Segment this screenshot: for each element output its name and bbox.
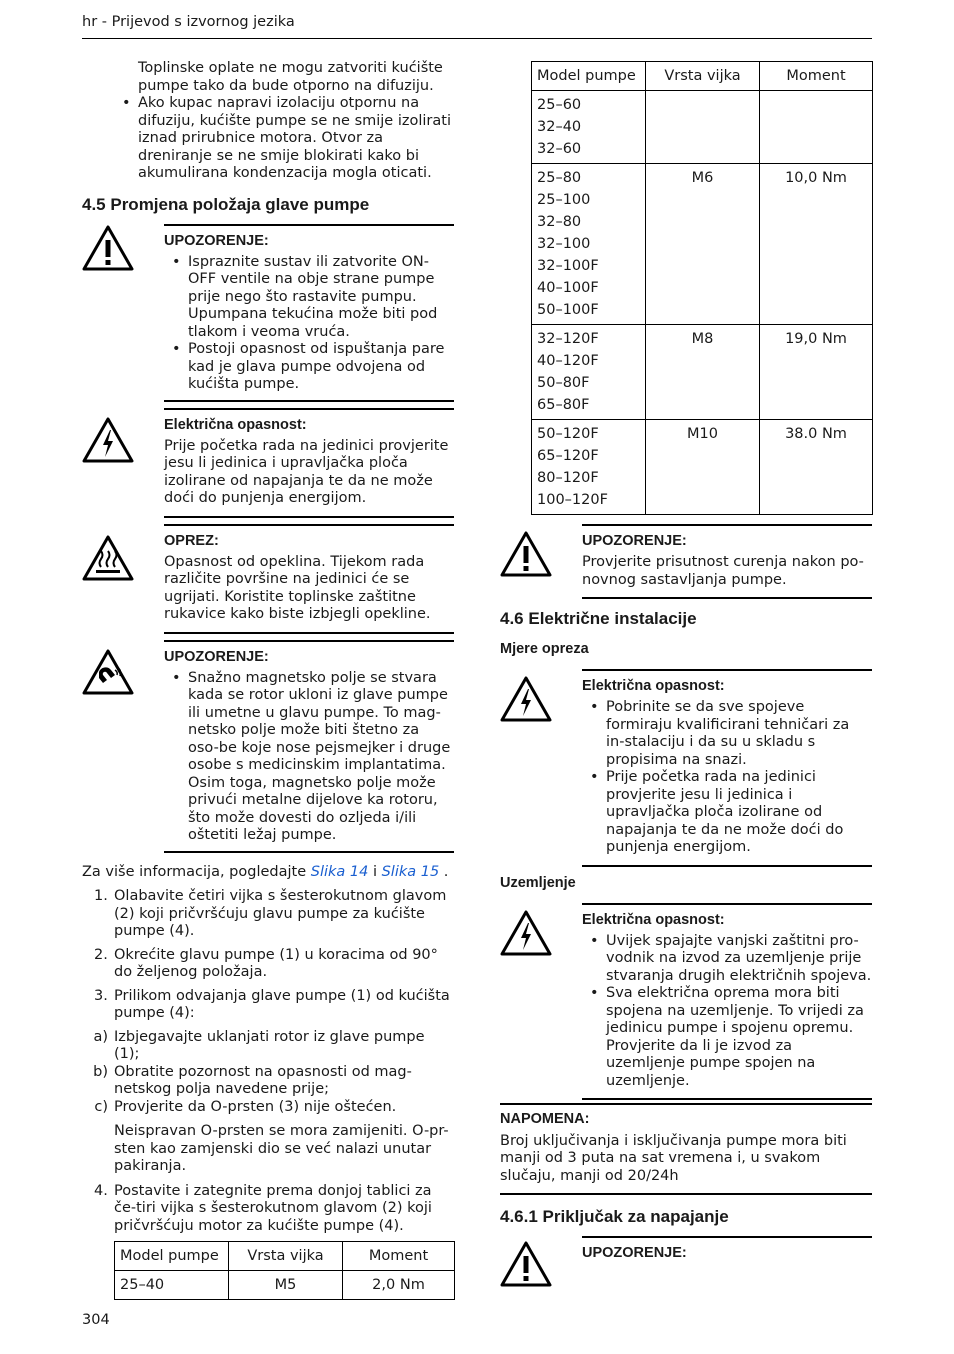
table-cell: 2,0 Nm	[343, 1271, 455, 1300]
page-number: 304	[82, 1312, 110, 1328]
intro-bullet: • Ako kupac napravi izolaciju otpornu na difuziju, kućište pumpe se ne smije izolirati iznad prirubnice motora. Otvor za dreniranje se ne smije blokirati kako bi akumulirana kondenzacija mogla oticati.	[138, 95, 454, 183]
column-header: Model pumpe	[115, 1242, 229, 1271]
electrical-notice	[82, 408, 454, 518]
substep-label: b)	[93, 1063, 108, 1080]
left-column	[82, 60, 454, 1300]
note-text: Broj uključivanja i isključivanja pumpe mora biti manji od 3 puta na sat vremena i, u svakom slučaju, manji od 20/24h	[500, 1132, 847, 1184]
model-value: 32–40	[537, 119, 582, 135]
notice-text: Prije početka rada na jedinici provjerite jesu li jedinica i upravljačka ploča izolirane od napajanja te da ne može doći do punjenja energijom.	[164, 437, 449, 506]
notice-item: • Postoji opasnost od ispuštanja pare kad je glava pumpe odvojena od kućišta pumpe.	[188, 341, 454, 394]
table-cell	[760, 91, 873, 164]
column-header: Model pumpe	[532, 62, 646, 91]
substep-item	[82, 1064, 454, 1099]
model-value: 32–60	[537, 141, 582, 157]
model-value: 32–80	[537, 214, 582, 230]
table-row	[115, 1271, 455, 1300]
torque-table-left	[114, 1241, 455, 1300]
section-title-4-6: 4.6 Električne instalacije	[500, 609, 697, 628]
step-item	[94, 888, 454, 941]
column-header: Vrsta vijka	[229, 1242, 343, 1271]
table-cell: M8	[646, 325, 760, 420]
table-row	[532, 420, 873, 515]
column-header: Moment	[760, 62, 873, 91]
intro-list	[82, 95, 454, 183]
warning-icon	[82, 224, 134, 272]
table-cell	[532, 420, 646, 515]
section-title-4-5: 4.5 Promjena položaja glave pumpe	[82, 194, 370, 214]
right-column	[500, 60, 872, 1262]
model-value: 50–80F	[537, 375, 590, 391]
step-number: 3.	[94, 987, 108, 1004]
model-value: 25–80	[537, 170, 582, 186]
notice-list	[164, 670, 454, 845]
substep-text: Obratite pozornost na opasnosti od mag-netskog polja navedene prije;	[114, 1063, 412, 1097]
step-number: 1.	[94, 888, 108, 904]
table-cell: M10	[646, 420, 760, 515]
model-value: 50–100F	[537, 302, 599, 318]
notice-item: • Uvijek spajajte vanjski zaštitni pro-vodnik na izvod za uzemljenje prije stvaranja drugih električnih spojeva.	[606, 933, 872, 986]
electrical-hazard-icon	[82, 416, 134, 464]
table-cell	[646, 91, 760, 164]
figure-15-link[interactable]: Slika 15	[381, 863, 440, 880]
substep-text: Izbjegavajte uklanjati rotor iz glave pumpe (1);	[114, 1028, 425, 1062]
notice-title: Električna opasnost:	[582, 678, 725, 694]
step-item	[94, 987, 454, 1023]
substep-label: c)	[94, 1098, 108, 1115]
steps-list	[82, 888, 454, 1023]
model-value: 65–80F	[537, 397, 590, 413]
notice-title: Električna opasnost:	[582, 911, 725, 928]
column-header: Vrsta vijka	[646, 62, 760, 91]
model-value: 40–120F	[537, 353, 599, 369]
magnetic-warning-notice	[82, 640, 454, 853]
notice-text: Opasnost od opeklina. Tijekom rada različite površine na jedinici će se ugrijati. Koristite toplinske zaštitne rukavice kako biste izbjegli opekline.	[164, 553, 431, 622]
note-title: NAPOMENA:	[500, 1111, 590, 1127]
table-cell: 10,0 Nm	[760, 164, 873, 325]
step-item	[94, 1182, 454, 1236]
torque-table-right	[531, 61, 873, 515]
substep-text: Provjerite da O-prsten (3) nije oštećen.	[114, 1098, 397, 1115]
subheading-grounding: Uzemljenje	[500, 874, 576, 891]
caution-notice	[82, 524, 454, 634]
notice-item: • Pobrinite se da sve spojeve formiraju kvalificirani tehničari za in-stalaciju i da su u skladu s propisima na snazi.	[606, 699, 872, 769]
step-text: Olabavite četiri vijka s šesterokutnom glavom (2) koji pričvršćuju glavu pumpe za kućište pumpe (4).	[114, 888, 447, 939]
magnetic-field-icon	[82, 648, 134, 696]
steps-list-2	[82, 1183, 454, 1236]
column-header: Moment	[343, 1242, 455, 1271]
notice-title: UPOZORENJE:	[582, 533, 687, 549]
step-text: Postavite i zategnite prema donjoj tablici za če-tiri vijka s šesterokutnom glavom (2) koji pričvršćuju motor za kućište pumpe (4).	[114, 1182, 432, 1234]
notice-item: • Prije početka rada na jedinici provjerite jesu li jedinica i upravljačka ploča izolirane od napajanja te da ne može doći do punjenja energijom.	[606, 769, 872, 857]
table-cell: 19,0 Nm	[760, 325, 873, 420]
table-header-row	[115, 1242, 455, 1271]
model-value: 32–100F	[537, 258, 599, 274]
warning-notice	[82, 224, 454, 402]
step-number: 2.	[94, 946, 108, 963]
model-value: 80–120F	[537, 470, 599, 486]
page-header: hr - Prijevod s izvornog jezika	[82, 14, 295, 30]
table-cell	[532, 91, 646, 164]
electrical-hazard-icon	[500, 909, 552, 957]
electrical-notice	[500, 903, 872, 1101]
section-title-4-6-1: 4.6.1 Priključak za napajanje	[500, 1207, 729, 1226]
table-row	[532, 91, 873, 164]
model-value: 50–120F	[537, 426, 599, 442]
step-item	[94, 946, 454, 982]
notice-list	[164, 254, 454, 394]
notice-item: • Sva električna oprema mora biti spojena na uzemljenje. To vrijedi za jedinicu pumpe i spojenu opremu. Provjerite da li je izvod za uzemljenje pumpe spojen na uzemljenje.	[606, 985, 872, 1090]
table-row	[532, 164, 873, 325]
subheading-precautions: Mjere opreza	[500, 641, 589, 657]
model-value: 65–120F	[537, 448, 599, 464]
substep-label: a)	[93, 1028, 108, 1045]
warning-icon	[500, 1240, 552, 1288]
warning-notice	[500, 524, 872, 599]
electrical-notice	[500, 669, 872, 867]
notice-item: • Ispraznite sustav ili zatvorite ON-OFF ventile na obje strane pumpe prije nego što rastavite pumpu. Upumpana tekućina može biti pod tlakom i veoma vruća.	[188, 254, 454, 342]
notice-item: • Snažno magnetsko polje se stvara kada se rotor ukloni iz glave pumpe ili umetne u glavu pumpe. To mag-netsko polje može biti štetno za oso-be koje nose pejsmejker i druge osobe s medicinskim implantatima. Osim toga, magnetsko polje može privući metalne dijelove ka rotoru, što može dovesti do ozljeda i/ili oštetiti ležaj pumpe.	[188, 670, 454, 845]
step-number: 4.	[94, 1182, 108, 1199]
table-cell	[532, 164, 646, 325]
warning-notice	[500, 1236, 872, 1262]
notice-title: UPOZORENJE:	[164, 232, 269, 249]
table-cell: 38.0 Nm	[760, 420, 873, 515]
model-value: 32–100	[537, 236, 591, 252]
more-info-mid: i	[368, 863, 382, 880]
substep-item	[82, 1029, 454, 1064]
notice-title: UPOZORENJE:	[582, 1245, 687, 1261]
table-cell	[532, 325, 646, 420]
more-info-suffix: .	[439, 863, 449, 880]
table-cell: M5	[229, 1271, 343, 1300]
intro-text: Toplinske oplate ne mogu zatvoriti kućište pumpe tako da bude otporno na difuziju.	[138, 60, 443, 94]
model-value: 32–120F	[537, 331, 599, 347]
model-value: 100–120F	[537, 492, 608, 508]
model-value: 25–100	[537, 192, 591, 208]
electrical-hazard-icon	[500, 675, 552, 723]
table-cell: M6	[646, 164, 760, 325]
substep-note: Neispravan O-prsten se mora zamijeniti. O-pr-sten kao zamjenski dio se već nalazi unutar pakiranja.	[114, 1123, 449, 1174]
notice-list	[582, 933, 872, 1091]
table-row	[532, 325, 873, 420]
figure-14-link[interactable]: Slika 14	[310, 863, 369, 880]
more-info-prefix: Za više informacija, pogledajte	[82, 863, 311, 880]
table-header-row	[532, 62, 873, 91]
more-info	[82, 864, 454, 882]
step-text: Okrećite glavu pumpe (1) u koracima od 90° do željenog položaja.	[114, 946, 438, 980]
notice-title: UPOZORENJE:	[164, 648, 269, 665]
warning-icon	[500, 530, 552, 578]
model-value: 40–100F	[537, 280, 599, 296]
notice-list	[582, 699, 872, 857]
hot-surface-icon	[82, 534, 134, 582]
step-text: Prilikom odvajanja glave pumpe (1) od kućišta pumpe (4):	[114, 987, 450, 1021]
notice-title: Električna opasnost:	[164, 416, 307, 433]
notice-text: Provjerite prisutnost curenja nakon po-novnog sastavljanja pumpe.	[582, 554, 864, 588]
notice-title: OPREZ:	[164, 532, 219, 549]
header-divider	[82, 38, 872, 39]
substep-item	[82, 1099, 454, 1117]
table-cell: 25–40	[115, 1271, 229, 1300]
note-box	[500, 1103, 872, 1195]
model-value: 25–60	[537, 97, 582, 113]
